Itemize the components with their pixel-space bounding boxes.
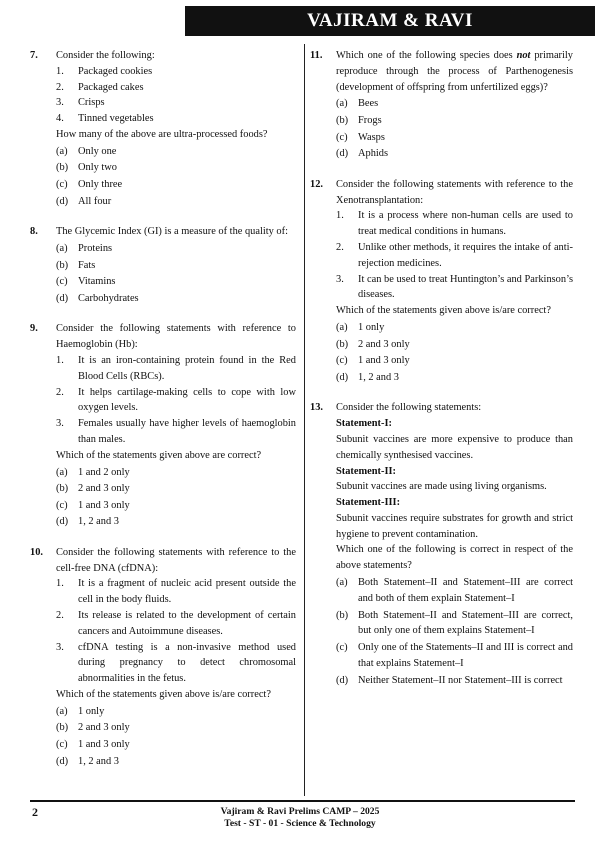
question-number: 8. [30, 226, 38, 238]
option-c: (c) 1 and 3 only [56, 739, 130, 751]
question-12 [310, 177, 573, 387]
option-b: (b) 2 and 3 only [336, 338, 410, 350]
option-c: (c) Only three [56, 178, 123, 190]
question-number: 9. [30, 323, 38, 335]
option-b: (b) Frogs [336, 114, 382, 126]
question-7 [30, 48, 296, 210]
page-number: 2 [32, 805, 38, 819]
question-number: 10. [30, 546, 43, 558]
list-item: 1. Packaged cookies [56, 65, 153, 77]
question-number: 13. [310, 402, 323, 414]
option-c: (c) 1 and 3 only [336, 355, 410, 367]
footer [0, 806, 600, 830]
option-c: (c) Only one of the Statements–II and III is correct and that explains Statement–I [336, 642, 573, 670]
option-c: (c) 1 and 3 only [56, 499, 130, 511]
question-prompt: Which of the statements given above is/are correct? [336, 305, 551, 317]
question-9 [30, 321, 296, 531]
option-list [56, 704, 296, 770]
option-a: (a) 1 only [56, 705, 105, 717]
question-stem: Consider the following statements with reference to the Xenotransplantation: [336, 178, 573, 206]
option-c: (c) Wasps [336, 131, 385, 143]
list-item: 4. Tinned vegetables [56, 113, 154, 125]
question-number: 12. [310, 178, 323, 190]
statement-3-title: Statement-III: [336, 497, 401, 509]
option-b: (b) Only two [56, 162, 117, 174]
statement-3-text: Subunit vaccines require substrates for growth and strict hygiene to prevent contamination. [336, 512, 573, 540]
question-number: 7. [30, 50, 38, 61]
option-list [56, 465, 296, 531]
item-list [56, 64, 296, 127]
item-list [336, 208, 573, 303]
option-d: (d) Carbohydrates [56, 292, 139, 304]
option-list [56, 144, 296, 210]
footer-rule [30, 800, 575, 802]
option-a: (a) 1 only [336, 321, 385, 333]
list-item: 3. Crisps [56, 97, 105, 109]
option-b: (b) 2 and 3 only [56, 483, 130, 495]
question-8 [30, 224, 296, 307]
list-item: 2. It helps cartilage-making cells to cope with low oxygen levels. [56, 386, 296, 414]
list-item: 3. It can be used to treat Huntington’s and Parkinson’s diseases. [336, 273, 573, 301]
option-list [336, 96, 573, 162]
list-item: 2. Packaged cakes [56, 81, 144, 93]
option-list [336, 320, 573, 386]
statement-2-text: Subunit vaccines are made using living organisms. [336, 481, 547, 493]
option-d: (d) 1, 2 and 3 [336, 371, 399, 383]
option-d: (d) Neither Statement–II nor Statement–III is correct [336, 674, 563, 686]
question-prompt: How many of the above are ultra-processed foods? [56, 128, 268, 140]
left-column [30, 48, 296, 770]
question-stem: Consider the following statements with reference to Haemoglobin (Hb): [56, 323, 296, 351]
option-c: (c) Vitamins [56, 276, 116, 288]
option-list [56, 241, 296, 307]
footer-line-2: Test - ST - 01 - Science & Technology [224, 818, 376, 829]
right-column [310, 48, 573, 690]
question-stem: Which one of the following species does not primarily reproduce through the process of Parthenogenesis (development of offspring from unfertilized eggs)? [336, 50, 573, 93]
item-list [56, 576, 296, 687]
option-d: (d) Aphids [336, 148, 389, 160]
option-b: (b) Fats [56, 259, 96, 271]
column-divider [304, 44, 305, 796]
option-b: (b) 2 and 3 only [56, 722, 130, 734]
list-item: 1. It is a fragment of nucleic acid present outside the cell in the body fluids. [56, 578, 296, 606]
question-13 [310, 400, 573, 688]
header-banner [185, 6, 595, 36]
question-prompt: Which of the statements given above are correct? [56, 449, 262, 461]
question-10 [30, 545, 296, 770]
question-stem: Consider the following: [56, 50, 155, 61]
option-b: (b) Both Statement–II and Statement–III are correct, but only one of them explains Statement–I [336, 609, 573, 637]
option-a: (a) Only one [56, 145, 117, 157]
option-d: (d) 1, 2 and 3 [56, 755, 119, 767]
option-a: (a) 1 and 2 only [56, 466, 130, 478]
question-11 [310, 48, 573, 163]
list-item: 2. Its release is related to the development of certain cancers and Autoimmune diseases. [56, 610, 296, 637]
question-prompt: Which one of the following is correct in respect of the above statements? [336, 544, 573, 572]
option-a: (a) Proteins [56, 242, 113, 254]
option-list [336, 575, 573, 689]
option-a: (a) Bees [336, 98, 379, 110]
header-title: VAJIRAM & RAVI [307, 10, 473, 31]
question-prompt: Which of the statements given above is/are correct? [56, 689, 271, 701]
item-list [56, 353, 296, 448]
list-item: 1. It is a process where non-human cells are used to treat medical conditions in humans. [336, 210, 573, 238]
question-stem: The Glycemic Index (GI) is a measure of the quality of: [56, 226, 288, 238]
list-item: 2. Unlike other methods, it requires the intake of anti-rejection medicines. [336, 241, 573, 269]
question-stem: Consider the following statements with reference to the cell-free DNA (cfDNA): [56, 546, 296, 574]
option-d: (d) All four [56, 195, 112, 207]
statement-1-title: Statement-I: [336, 418, 392, 430]
statement-2-title: Statement-II: [336, 465, 397, 477]
list-item: 3. cfDNA testing is a non-invasive method used during pregnancy to detect chromosomal abnormalities in the fetus. [56, 641, 296, 685]
footer-line-1: Vajiram & Ravi Prelims CAMP – 2025 [220, 806, 380, 817]
statement-1-text: Subunit vaccines are more expensive to produce than chemically synthesised vaccines. [336, 433, 573, 461]
option-a: (a) Both Statement–II and Statement–III are correct and both of them explain Statement–I [336, 577, 573, 604]
option-d: (d) 1, 2 and 3 [56, 516, 119, 528]
question-stem: Consider the following statements: [336, 402, 482, 414]
emphasis-not: not [516, 50, 531, 61]
list-item: 3. Females usually have higher levels of haemoglobin than males. [56, 418, 296, 445]
list-item: 1. It is an iron-containing protein found in the Red Blood Cells (RBCs). [56, 354, 296, 382]
question-number: 11. [310, 50, 323, 61]
